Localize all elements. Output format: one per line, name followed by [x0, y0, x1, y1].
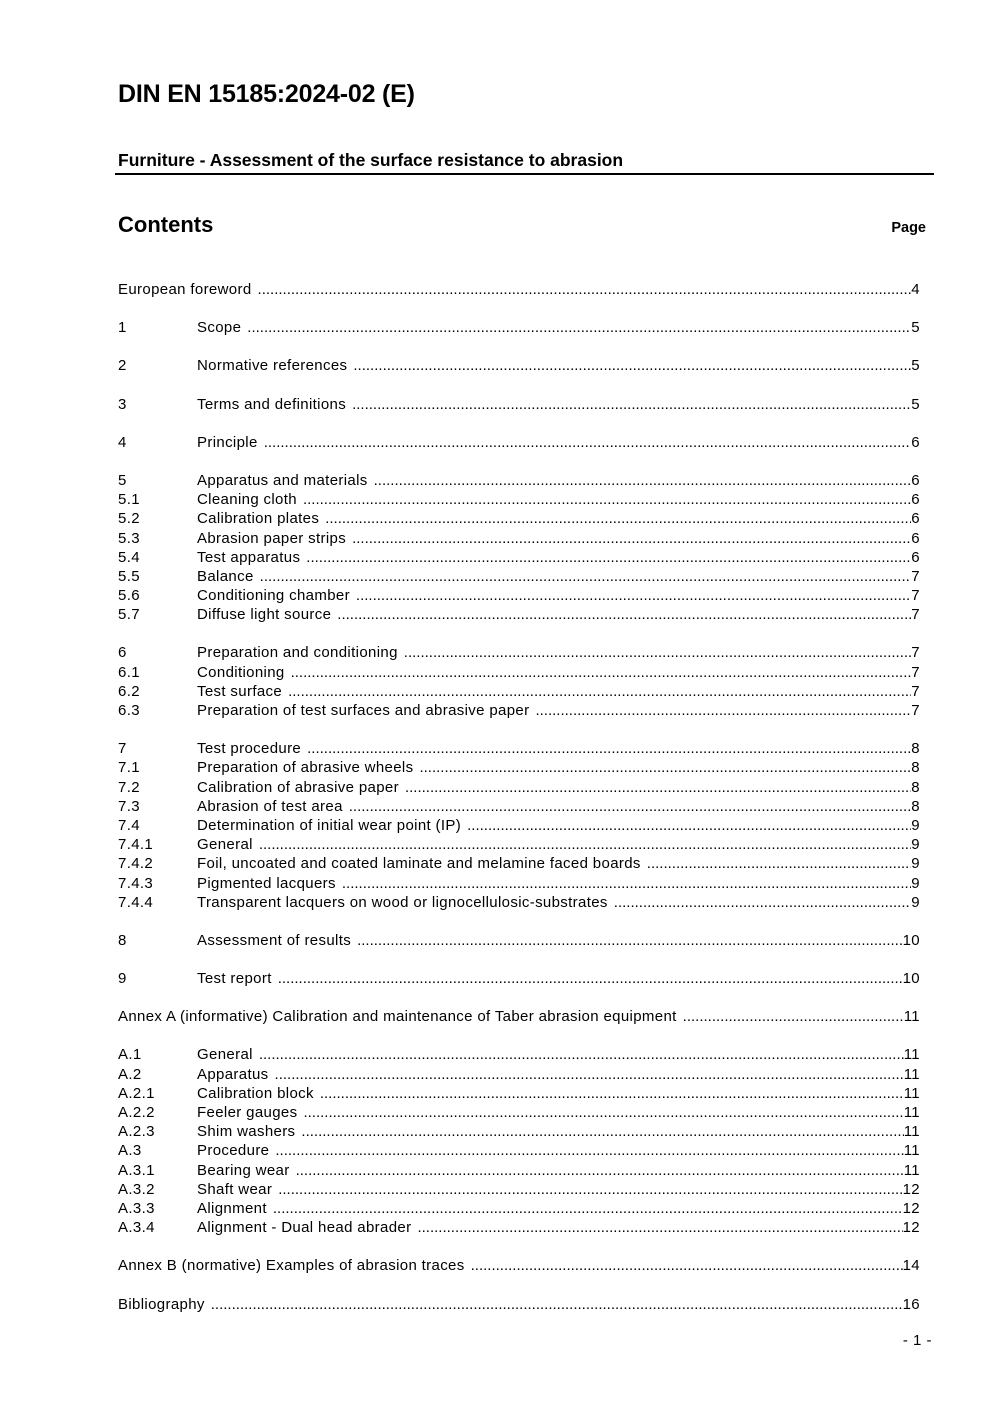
toc-section-number: A.2.1 [118, 1084, 155, 1102]
toc-section-number: 5.6 [118, 587, 140, 605]
toc-section-title: Bearing wear [197, 1161, 290, 1179]
toc-entry[interactable] [118, 395, 920, 414]
toc-section-number: 1 [118, 319, 127, 337]
toc-entry[interactable] [118, 490, 920, 509]
toc-page-number: 7 [911, 644, 920, 662]
toc-section-number: 8 [118, 931, 127, 949]
toc-dot-leader [275, 1065, 904, 1084]
toc-page-number: 9 [911, 874, 920, 892]
toc-section-title: Assessment of results [197, 931, 352, 949]
toc-section-number: 5.1 [118, 491, 140, 509]
toc-dot-leader [247, 318, 911, 337]
toc-section-number: 2 [118, 357, 127, 375]
toc-page-number: 5 [911, 395, 920, 413]
toc-dot-leader [352, 395, 911, 414]
toc-dot-leader [288, 682, 911, 701]
toc-page-number: 9 [911, 893, 920, 911]
toc-section-title: Test surface [197, 682, 283, 700]
toc-section-number: 6 [118, 644, 127, 662]
toc-dot-leader [471, 1256, 903, 1275]
toc-dot-leader [467, 816, 911, 835]
toc-section-title: Test apparatus [197, 548, 301, 566]
toc-page-number: 11 [903, 1046, 920, 1064]
toc-entry[interactable] [118, 586, 920, 605]
toc-section-title: Diffuse light source [197, 606, 332, 624]
toc-section-title: Test report [197, 970, 272, 988]
toc-entry[interactable] [118, 1045, 920, 1064]
toc-entry[interactable] [118, 1103, 920, 1122]
toc-section-title: Abrasion of test area [197, 797, 343, 815]
toc-entry[interactable] [118, 1141, 920, 1160]
toc-page-number: 7 [911, 702, 920, 719]
toc-section-number: 5.2 [118, 510, 140, 528]
toc-page-number: 10 [902, 970, 920, 988]
toc-page-number: 7 [911, 587, 920, 605]
toc-dot-leader [306, 548, 911, 567]
toc-section-title: Preparation and conditioning [197, 644, 398, 662]
toc-section-title: Annex B (normative) Examples of abrasion traces [118, 1257, 465, 1275]
toc-section-number: 7.4.1 [118, 836, 154, 854]
toc-page-number: 7 [911, 682, 920, 700]
toc-section-title: Preparation of abrasive wheels [197, 759, 414, 777]
toc-page-number: 6 [911, 529, 920, 547]
toc-section-number: 7.4.3 [118, 874, 154, 892]
toc-section-title: Foil, uncoated and coated laminate and melamine faced boards [197, 855, 641, 873]
toc-entry[interactable] [118, 758, 920, 777]
toc-page-number: 12 [902, 1180, 920, 1198]
toc-dot-leader [303, 490, 911, 509]
toc-page-number: 14 [902, 1257, 920, 1275]
toc-section-title: General [197, 1046, 253, 1064]
toc-entry[interactable] [118, 1218, 920, 1237]
toc-page-number: 9 [911, 836, 920, 854]
toc-page-number: 11 [903, 1142, 920, 1160]
toc-dot-leader [337, 605, 911, 624]
toc-section-number: 5.5 [118, 567, 140, 585]
toc-section-title: Determination of initial wear point (IP) [197, 816, 462, 834]
toc-dot-leader [291, 663, 912, 682]
toc-section-number: 4 [118, 433, 127, 451]
toc-section-title: Pigmented lacquers [197, 874, 336, 892]
toc-dot-leader [374, 471, 912, 490]
toc-entry[interactable] [118, 567, 920, 586]
toc-page-number: 11 [903, 1104, 920, 1121]
toc-entry[interactable] [118, 701, 920, 720]
toc-entry[interactable] [118, 1161, 920, 1180]
toc-dot-leader [356, 586, 911, 605]
toc-section-title: Transparent lacquers on wood or lignocellulosic-substrates [197, 893, 608, 911]
toc-page-number: 7 [911, 567, 920, 585]
toc-dot-leader [535, 701, 911, 720]
toc-dot-leader [405, 778, 911, 797]
toc-section-number: 7.2 [118, 778, 140, 796]
toc-dot-leader [260, 567, 912, 586]
toc-section-title: Conditioning [197, 663, 285, 681]
toc-dot-leader [307, 739, 911, 758]
toc-section-title: Alignment - Dual head abrader [197, 1219, 412, 1237]
toc-entry[interactable] [118, 471, 920, 490]
toc-section-number: A.3.1 [118, 1161, 155, 1179]
toc-section-number: A.1 [118, 1046, 142, 1064]
toc-page-number: 11 [903, 1065, 920, 1083]
toc-page-number: 8 [911, 740, 920, 758]
toc-entry[interactable] [118, 1199, 920, 1218]
toc-section-title: Conditioning chamber [197, 587, 350, 605]
toc-entry[interactable] [118, 356, 920, 375]
toc-page-number: 9 [911, 816, 920, 834]
toc-page-number: 6 [911, 510, 920, 528]
toc-section-title: Apparatus [197, 1065, 269, 1083]
toc-section-title: Apparatus and materials [197, 471, 368, 489]
toc-section-title: Calibration plates [197, 510, 320, 528]
toc-page-number: 11 [903, 1008, 920, 1026]
toc-page-number: 10 [902, 931, 920, 949]
toc-entry[interactable] [118, 797, 920, 816]
toc-section-number: 5.3 [118, 529, 140, 547]
toc-dot-leader [273, 1199, 903, 1218]
toc-page-number: 11 [903, 1084, 920, 1102]
toc-page-number: 11 [903, 1123, 920, 1141]
toc-dot-leader [352, 529, 911, 548]
toc-entry[interactable] [118, 663, 920, 682]
toc-section-title: Shaft wear [197, 1180, 273, 1198]
toc-entry[interactable] [118, 643, 920, 662]
toc-page-number: 5 [911, 319, 920, 337]
toc-section-title: Abrasion paper strips [197, 529, 347, 547]
page-column-label: Page [891, 220, 926, 236]
toc-entry[interactable] [118, 682, 920, 701]
toc-page-number: 16 [902, 1295, 920, 1313]
toc-dot-leader [357, 931, 903, 950]
toc-section-number: A.3.2 [118, 1180, 155, 1198]
toc-entry[interactable] [118, 1122, 920, 1141]
table-of-contents [118, 280, 920, 1314]
toc-entry[interactable] [118, 529, 920, 548]
toc-page-number: 7 [911, 663, 920, 681]
toc-entry[interactable] [118, 969, 920, 988]
document-subtitle: Furniture - Assessment of the surface resistance to abrasion [118, 150, 624, 170]
toc-page-number: 6 [911, 491, 920, 509]
document-title: DIN EN 15185:2024-02 (E) [118, 80, 415, 108]
toc-page-number: 12 [902, 1199, 920, 1217]
toc-section-number: 7.1 [118, 759, 140, 777]
toc-section-title: Alignment [197, 1199, 267, 1217]
toc-section-title: Feeler gauges [197, 1104, 298, 1121]
toc-section-number: 5.7 [118, 606, 140, 624]
toc-dot-leader [614, 893, 912, 912]
toc-entry[interactable] [118, 1007, 920, 1026]
toc-section-title: Scope [197, 319, 242, 337]
toc-section-number: 9 [118, 970, 127, 988]
toc-entry[interactable] [118, 1256, 920, 1275]
page-number: - 1 - [902, 1332, 932, 1349]
toc-entry[interactable] [118, 835, 920, 854]
toc-dot-leader [303, 1103, 903, 1122]
toc-section-number: 7.4.2 [118, 855, 154, 873]
toc-section-number: A.2 [118, 1065, 142, 1083]
toc-page-number: 6 [911, 471, 920, 489]
toc-section-number: A.3.4 [118, 1219, 155, 1237]
toc-page-number: 8 [911, 759, 920, 777]
toc-section-title: Shim washers [197, 1123, 296, 1141]
toc-section-number: 7 [118, 740, 127, 758]
toc-section-title: General [197, 836, 253, 854]
toc-page-number: 9 [911, 855, 920, 873]
toc-dot-leader [259, 835, 911, 854]
toc-entry[interactable] [118, 280, 920, 299]
toc-entry[interactable] [118, 778, 920, 797]
toc-section-title: Normative references [197, 357, 348, 375]
toc-dot-leader [211, 1295, 903, 1314]
toc-entry[interactable] [118, 893, 920, 912]
toc-dot-leader [325, 509, 911, 528]
toc-dot-leader [647, 854, 912, 873]
toc-section-number: A.3.3 [118, 1199, 155, 1217]
toc-entry[interactable] [118, 931, 920, 950]
toc-entry[interactable] [118, 1180, 920, 1199]
toc-section-title: Balance [197, 567, 254, 585]
toc-entry[interactable] [118, 605, 920, 624]
toc-page-number: 5 [911, 357, 920, 375]
toc-dot-leader [278, 969, 903, 988]
toc-dot-leader [417, 1218, 902, 1237]
toc-section-number: 6.2 [118, 682, 140, 700]
toc-section-title: Annex A (informative) Calibration and maintenance of Taber abrasion equipment [118, 1008, 677, 1026]
toc-section-number: A.2.2 [118, 1104, 155, 1121]
toc-entry[interactable] [118, 874, 920, 893]
toc-entry[interactable] [118, 318, 920, 337]
toc-page-number: 4 [911, 281, 920, 298]
contents-heading: Contents [118, 212, 214, 237]
toc-dot-leader [301, 1122, 903, 1141]
toc-section-title: Terms and definitions [197, 395, 347, 413]
toc-dot-leader [275, 1141, 903, 1160]
toc-entry[interactable] [118, 739, 920, 758]
toc-entry[interactable] [118, 509, 920, 528]
toc-entry[interactable] [118, 433, 920, 452]
toc-dot-leader [349, 797, 912, 816]
toc-entry[interactable] [118, 1084, 920, 1103]
toc-dot-leader [296, 1161, 904, 1180]
toc-section-number: 6.1 [118, 663, 140, 681]
toc-dot-leader [353, 356, 911, 375]
toc-dot-leader [278, 1180, 902, 1199]
toc-section-number: A.3 [118, 1142, 142, 1160]
toc-section-title: Preparation of test surfaces and abrasive paper [197, 702, 530, 719]
toc-section-title: Calibration of abrasive paper [197, 778, 399, 796]
toc-page-number: 6 [911, 433, 920, 451]
toc-entry[interactable] [118, 854, 920, 873]
toc-page-number: 8 [911, 778, 920, 796]
toc-entry[interactable] [118, 816, 920, 835]
toc-page-number: 6 [911, 548, 920, 566]
toc-section-number: 5 [118, 471, 127, 489]
toc-section-title: Calibration block [197, 1084, 314, 1102]
toc-entry[interactable] [118, 1295, 920, 1314]
toc-section-number: 7.3 [118, 797, 140, 815]
toc-dot-leader [342, 874, 911, 893]
toc-section-title: Cleaning cloth [197, 491, 297, 509]
toc-section-title: Principle [197, 433, 258, 451]
toc-section-title: Bibliography [118, 1295, 205, 1313]
title-divider [115, 173, 934, 175]
toc-dot-leader [258, 280, 912, 299]
toc-entry[interactable] [118, 1065, 920, 1084]
toc-dot-leader [683, 1007, 904, 1026]
toc-dot-leader [419, 758, 911, 777]
toc-page-number: 12 [902, 1219, 920, 1237]
toc-page-number: 11 [903, 1161, 920, 1179]
toc-section-title: European foreword [118, 281, 252, 298]
toc-section-number: 6.3 [118, 702, 140, 719]
toc-page-number: 8 [911, 797, 920, 815]
toc-entry[interactable] [118, 548, 920, 567]
toc-section-number: 7.4 [118, 816, 140, 834]
toc-page-number: 7 [911, 606, 920, 624]
toc-section-title: Test procedure [197, 740, 302, 758]
toc-dot-leader [259, 1045, 904, 1064]
toc-dot-leader [404, 643, 912, 662]
toc-dot-leader [264, 433, 912, 452]
toc-section-number: A.2.3 [118, 1123, 155, 1141]
toc-section-title: Procedure [197, 1142, 270, 1160]
toc-dot-leader [320, 1084, 904, 1103]
toc-section-number: 5.4 [118, 548, 140, 566]
toc-section-number: 7.4.4 [118, 893, 154, 911]
toc-section-number: 3 [118, 395, 127, 413]
